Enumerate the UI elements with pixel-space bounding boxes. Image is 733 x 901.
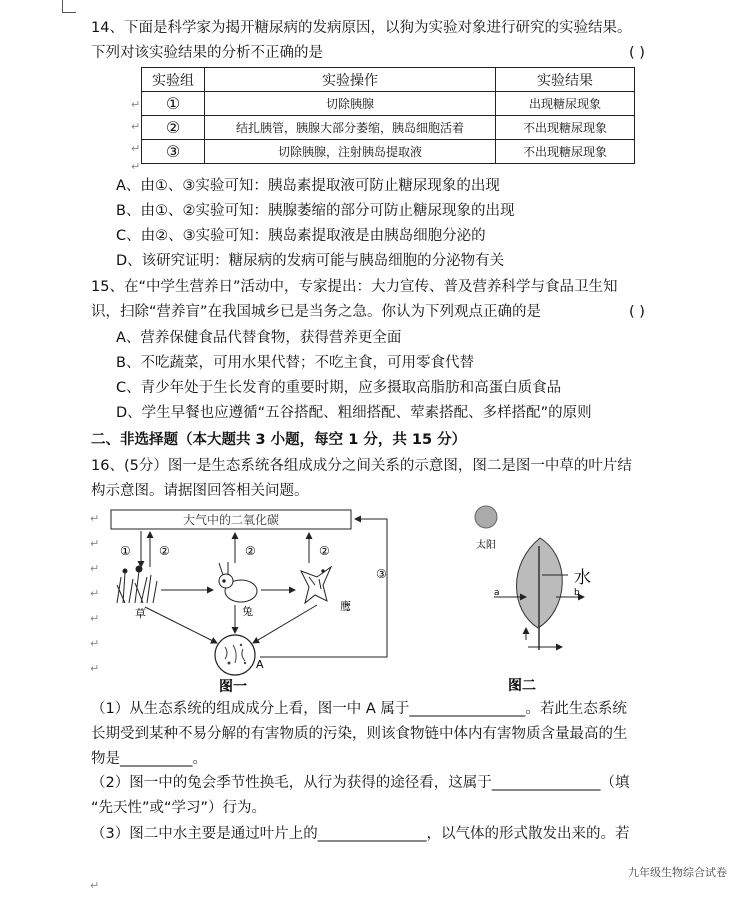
paragraph-mark: ↵ [90,562,100,575]
table-cell: 不出现糖尿现象 [496,116,635,140]
table-row [142,92,635,116]
q16-stem-line1: 16、(5分）图一是生态系统各组成成分之间关系的示意图，图二是图一中草的叶片结 [91,458,632,474]
q16-sub1-line3: 物是__________。 [91,751,207,767]
arrow-label-3: ③ [376,567,387,581]
paragraph-mark: ↵ [131,98,141,111]
paragraph-mark: ↵ [90,879,100,892]
q16-stem-line2: 构示意图。请据图回答相关问题。 [91,483,309,499]
leaf-figure [460,500,620,700]
table-cell: 出现糖尿现象 [496,92,635,116]
q14-option-c: C、由②、③实验可知：胰岛素提取液是由胰岛细胞分泌的 [116,228,486,244]
q16-sub1-line2: 长期受到某种不易分解的有害物质的污染，则该食物链中体内有害物质含量最高的生 [91,726,628,742]
paragraph-mark: ↵ [90,637,100,650]
arrow-a-label: a [494,588,500,598]
paragraph-mark: ↵ [90,662,100,675]
table-header-cell: 实验结果 [496,68,635,92]
q14-option-a: A、由①、③实验可知：胰岛素提取液可防止糖尿现象的出现 [116,178,500,194]
table-cell: 结扎胰管，胰腺大部分萎缩，胰岛细胞活着 [205,116,496,140]
table-cell: 切除胰腺 [205,92,496,116]
paragraph-mark: ↵ [90,587,100,600]
paragraph-mark: ↵ [90,612,100,625]
section-heading: 二、非选择题（本大题共 3 小题，每空 1 分，共 15 分） [91,432,467,448]
arrow-label-2b: ② [245,544,256,558]
water-label: 水 [574,568,591,588]
table-cell: 不出现糖尿现象 [496,140,635,164]
q16-sub3-line1: （3）图二中水主要是通过叶片上的_______________，以气体的形式散发出来的。若 [91,826,630,842]
decomposer-label: A [256,658,264,671]
q14-stem-line2: 下列对该实验结果的分析不正确的是 [91,45,323,61]
paragraph-mark: ↵ [90,537,100,550]
eagle-icon [301,567,331,603]
eagle-label: 鹰 [340,600,351,613]
q14-option-d: D、该研究证明：糖尿病的发病可能与胰岛细胞的分泌物有关 [116,253,505,269]
q15-answer-blank: ( ) [629,304,645,320]
sun-icon [475,506,497,528]
rabbit-label: 兔 [242,605,253,618]
grass-label: 草 [135,607,146,620]
rabbit-icon [219,562,257,602]
leaf-icon [517,538,563,650]
arrow-label-2: ② [159,544,170,558]
q16-sub2-line2: “先天性”或“学习”）行为。 [91,800,267,816]
paragraph-mark: ↵ [131,160,141,173]
arrow-b-label: b [574,588,580,598]
table-row [142,116,635,140]
table-cell: ② [142,116,205,140]
paragraph-mark: ↵ [131,120,141,133]
table-cell: ① [142,92,205,116]
arrow-label-2c: ② [319,544,330,558]
sun-label: 太阳 [476,540,496,551]
q15-option-a: A、营养保健食品代替食物，获得营养更全面 [116,330,402,346]
q16-sub2-line1: （2）图一中的兔会季节性换毛，从行为获得的途径看，这属于_______________（填 [91,775,630,791]
q14-answer-blank: ( ) [629,45,645,61]
table-cell: 切除胰腺，注射胰岛提取液 [205,140,496,164]
paragraph-mark: ↵ [90,512,100,525]
figure2-caption: 图二 [508,678,536,694]
q14-option-b: B、由①、②实验可知：胰腺萎缩的部分可防止糖尿现象的出现 [116,203,515,219]
q14-stem-line1: 14、下面是科学家为揭开糖尿病的发病原因，以狗为实验对象进行研究的实验结果。 [91,20,632,36]
table-cell: ③ [142,140,205,164]
q15-option-b: B、不吃蔬菜，可用水果代替；不吃主食，可用零食代替 [116,355,474,371]
paragraph-mark: ↵ [131,142,141,155]
table-header-row [142,68,635,92]
experiment-table [141,67,635,164]
figure1-caption: 图一 [219,679,247,695]
q15-option-c: C、青少年处于生长发育的重要时期，应多摄取高脂肪和高蛋白质食品 [116,380,562,396]
ecosystem-figure [95,505,415,700]
q15-option-d: D、学生早餐也应遵循“五谷搭配、粗细搭配、荤素搭配、多样搭配”的原则 [116,405,592,421]
table-header-cell: 实验组 [142,68,205,92]
page-corner-mark [62,0,63,12]
co2-label: 大气中的二氧化碳 [182,513,280,527]
page-corner-mark [62,12,76,13]
decomposer-icon [215,635,255,675]
table-header-cell: 实验操作 [205,68,496,92]
grass-icon [117,566,157,603]
page-footer: 九年级生物综合试卷 [628,866,727,879]
q15-stem-line1: 15、在“中学生营养日”活动中，专家提出：大力宣传、普及营养科学与食品卫生知 [91,279,618,295]
q15-stem-line2: 识，扫除“营养盲”在我国城乡已是当务之急。你认为下列观点正确的是 [91,304,542,320]
table-row [142,140,635,164]
arrow-label-1: ① [120,544,131,558]
q16-sub1-line1: （1）从生态系统的组成成分上看，图一中 A 属于________________。若此生态系统 [91,701,627,717]
